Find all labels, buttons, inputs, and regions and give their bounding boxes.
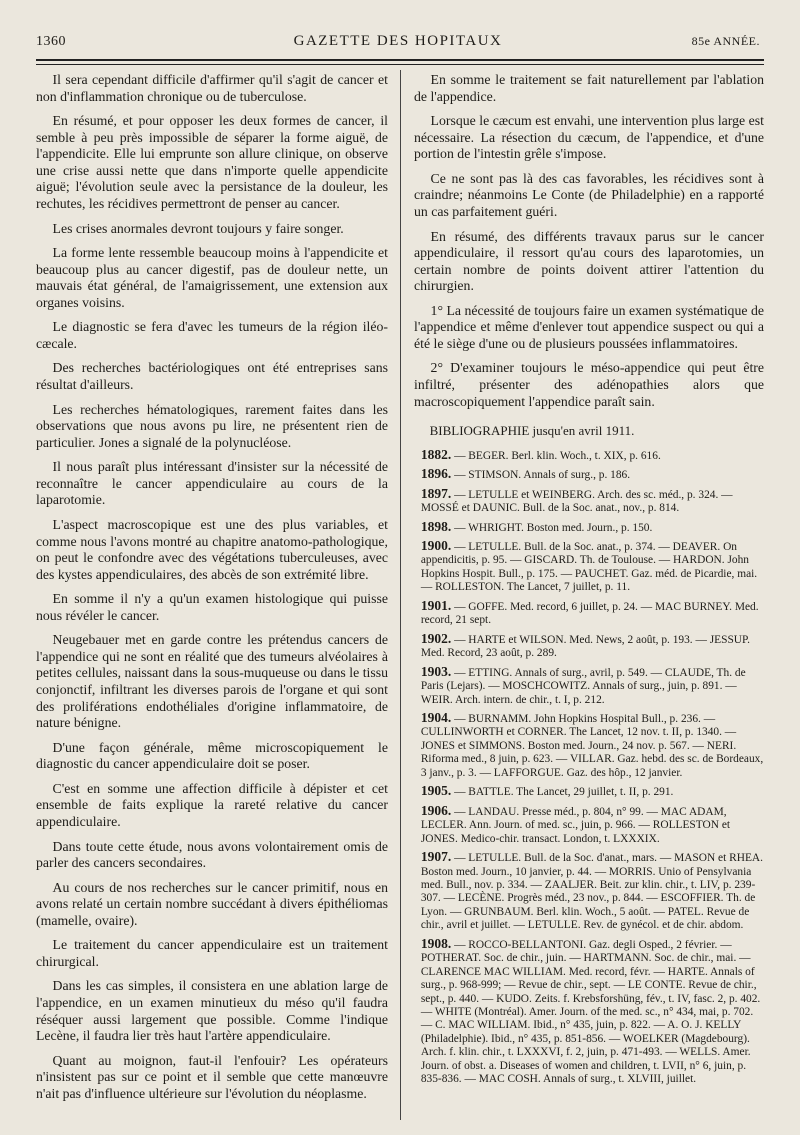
right-column [414, 72, 764, 1091]
paragraph: Il nous paraît plus intéressant d'insister sur la nécessité de reconnaître le cancer appendiculaire au cours de la laparotomie. [36, 459, 388, 508]
bibliography-entry [414, 539, 764, 595]
bibliography-entry [414, 520, 764, 535]
paragraph: Des recherches bactériologiques ont été entreprises sans résultat d'ailleurs. [36, 360, 388, 392]
paragraph: Il sera cependant difficile d'affirmer qu'il s'agit de cancer et non d'inflammation chronique ou de tuberculose. [36, 72, 388, 104]
bibliography-entry [414, 487, 764, 516]
paragraph: C'est en somme une affection difficile à dépister et cet ensemble de faits explique la rareté relative du cancer appendiculaire. [36, 780, 388, 829]
right-paragraphs [414, 72, 764, 410]
paragraph: En somme il n'y a qu'un examen histologique qui puisse nous révéler le cancer. [36, 591, 388, 623]
bibliography-entry [414, 448, 764, 463]
paragraph: Dans toute cette étude, nous avons volontairement omis de parler des cancers secondaires. [36, 838, 388, 871]
bibliography-entry [414, 850, 764, 933]
entry-year: 1908. [420, 935, 452, 951]
bibliography-entry [414, 937, 764, 1087]
paragraph: La forme lente ressemble beaucoup moins à l'appendicite et beaucoup plus au cancer digestif, pas de douleur nette, un mauvais état général, de l'amaigrissement, une extension aux organes voisins. [36, 245, 388, 310]
header-rule [36, 59, 764, 61]
entry-text: — LETULLE. Bull. de la Soc. d'anat., mars. — MASON et RHEA. Boston med. Journ., 10 janvier, p. 44. — MORRIS. Unio of Pensylvania med. Bull., nov. p. 334. — ZAALJER. Beit. zur klin. chir., t. LIV, p. 239-307. — LECÈNE. Progrès méd., 23 nov., p. 844. — ESCOFFIER. Th. de Lyon. — GRUNBAUM. Berl. klin. Woch., 5 août. — PATEL. Revue de chir., avril et juillet. — LETULLE. Rev. de gynécol. et de chir. abdom. [420, 852, 763, 932]
paragraph: Le traitement du cancer appendiculaire est un traitement chirurgical. [36, 937, 388, 969]
paragraph: Le diagnostic se fera d'avec les tumeurs de la région iléo-cæcale. [36, 319, 388, 351]
entry-text: — BURNAMM. John Hopkins Hospital Bull., p. 236. — CULLINWORTH et CORNER. The Lancet, 12 nov. t. II, p. 1340. — JONES et SIMMONS. Boston med. Journ., 24 nov. p. 567. — NERI. Riforma med., 8 juin, p. 623. — VILLAR. Gaz. hebd. des sc. de Bordeaux, 3 janv., p. 3. — LAFFORGUE. Gaz. des hôp., 12 janvier. [420, 712, 764, 779]
entry-year: 1896. [420, 466, 452, 482]
paragraph: Ce ne sont pas là des cas favorables, les récidives sont à craindre; néanmoins Le Conte (de Philadelphie) en a rapporté un cas parfaitement guéri. [414, 170, 764, 219]
paragraph: Lorsque le cæcum est envahi, une intervention plus large est nécessaire. La résection du cæcum, de l'appendice, et d'une portion de l'intestin grêle s'impose. [414, 113, 764, 162]
paragraph: Au cours de nos recherches sur le cancer primitif, nous en avons relaté un certain nombre succédant à divers épithéliomas (mamelle, ovaire). [36, 879, 388, 928]
bibliography-entry [414, 599, 764, 628]
entry-year: 1907. [420, 849, 452, 865]
paragraph: En résumé, des différents travaux parus sur le cancer appendiculaire, il ressort qu'au cours des laparotomies, un certain nombre de points doivent attirer l'attention du chirurgien. [414, 228, 764, 294]
entry-text: — GOFFE. Med. record, 6 juillet, p. 24. — MAC BURNEY. Med. record, 21 sept. [420, 600, 759, 627]
paragraph: L'aspect macroscopique est une des plus variables, et comme nous l'avons montré au chapitre anatomo-pathologique, on peut le confondre avec des végétations tuberculeuses, avec des kystes appendiculaires, des abcès de son extrémité libre. [36, 516, 388, 582]
entry-year: 1906. [420, 802, 452, 818]
left-column [36, 72, 388, 1102]
entry-text: — WHRIGHT. Boston med. Journ., p. 150. [454, 521, 653, 534]
bibliography-entry [414, 467, 764, 482]
paragraph: En résumé, et pour opposer les deux formes de cancer, il semble à peu près impossible de séparer la forme aiguë, de l'appendicite. Elle lui emprunte son allure clinique, on observe une crise aussi nette que dans n'importe quelle appendicite aiguë; l'évolution seule avec la persistance de la douleur, les rechutes, les récidives permettront de penser au cancer. [36, 113, 388, 211]
bibliography-title: BIBLIOGRAPHIE jusqu'en avril 1911. [429, 423, 635, 439]
paragraph: Les crises anormales devront toujours y faire songer. [52, 220, 344, 236]
entry-text: — LETULLE et WEINBERG. Arch. des sc. méd., p. 324. — MOSSÉ et DAUNIC. Bull. de la Soc. anat., nov., p. 814. [420, 488, 733, 515]
header-rule-thin [36, 64, 764, 65]
entry-text: — LETULLE. Bull. de la Soc. anat., p. 374. — DEAVER. On appendicitis, p. 95. — GISCARD. Th. de Toulouse. — HARDON. John Hopkins Hospit. Bull., p. 175. — PAUCHET. Gaz. méd. de Picardie, mai. — ROLLESTON. The Lancet, 7 juillet, p. 11. [420, 540, 758, 594]
bibliography-entry [414, 784, 764, 799]
bibliography-list [414, 448, 764, 1087]
entry-text: — BEGER. Berl. klin. Woch., t. XIX, p. 616. [454, 449, 661, 462]
bibliography-entry [414, 804, 764, 846]
column-divider [400, 70, 401, 1120]
paragraph: Dans les cas simples, il consistera en une ablation large de l'appendice, en un examen minutieux du méso qu'il faudra réséquer aussi largement que possible. Comme l'indique Lecène, il faudra lier très haut l'artère appendiculaire. [36, 978, 388, 1044]
entry-text: — ETTING. Annals of surg., avril, p. 549. — CLAUDE, Th. de Paris (Lejars). — MOSCHCOWITZ. Annals of surg., juin, p. 891. — WEIR. Arch. intern. de chir., t. I, p. 212. [420, 666, 746, 706]
paragraph: 2° D'examiner toujours le méso-appendice qui peut être infiltré, présenter des adénopathies alors que macroscopiquement l'appendice paraît sain. [414, 360, 764, 409]
entry-year: 1898. [420, 518, 452, 534]
paragraph: En somme le traitement se fait naturellement par l'ablation de l'appendice. [414, 72, 764, 104]
bibliography-entry [414, 665, 764, 707]
paragraph: Quant au moignon, faut-il l'enfouir? Les opérateurs n'insistent pas sur ce point et il semble que cette manœuvre n'ait pas d'influence ultérieure sur l'évolution du néoplasme. [36, 1052, 388, 1101]
journal-title: GAZETTE DES HOPITAUX [293, 33, 503, 49]
bibliography-entry [414, 711, 764, 780]
paragraph: Neugebauer met en garde contre les prétendus cancers de l'appendice qui ne sont en réalité que des tumeurs alvéolaires à petites cellules, naissant dans la sous-muqueuse ou dans le tissu conjonctif, infiltrant les diverses parois de l'organe et qui sont des proliférations endothéliales d'origine inflammatoire, de nature bénigne. [36, 632, 388, 731]
entry-year: 1897. [420, 485, 452, 501]
entry-year: 1902. [420, 630, 452, 646]
entry-text: — HARTE et WILSON. Med. News, 2 août, p. 193. — JESSUP. Med. Record, 23 août, p. 289. [420, 633, 750, 660]
entry-year: 1882. [420, 446, 452, 462]
entry-text: — LANDAU. Presse méd., p. 804, n° 99. — MAC ADAM, LECLER. Ann. Journ. of med. sc., juin, p. 966. — ROLLESTON et JONES. Medico-chir. transact. London, t. LXXXIX. [420, 805, 731, 845]
entry-text: — ROCCO-BELLANTONI. Gaz. degli Osped., 2 février. — POTHERAT. Soc. de chir., juin. — HARTMANN. Soc. de chir., mai. — CLARENCE MAC WILLIAM. Med. record, févr. — HARTE. Annals of surg., p. 968-999; — Revue de chir., sept. — LE CONTE. Revue de chir., sept., p. 440. — KUDO. Zeits. f. Krebsforshüng, fév., t. IV, fasc. 2, p. 402. — WHITE (Montréal). Amer. Journ. of the med. sc., n° 434, mai, p. 702. — C. MAC WILLIAM. Ibid., n° 435, juin, p. 822. — A. O. J. KELLY (Philadelphie). Ibid., n° 435, p. 851-856. — WOELKER (Magdebourg). Arch. f. klin. chir., t. LXXXVI, f. 2, juin, p. 471-493. — WELLS. Amer. Journ. of obst. a. Diseases of women and children, t. LVII, n° 6, juin, p. 835-836. — MAC COSH. Annals of surg., t. XLVIII, juillet. [420, 938, 761, 1086]
entry-year: 1903. [420, 663, 452, 679]
page-number: 1360 [36, 34, 66, 49]
entry-year: 1901. [420, 597, 452, 613]
entry-text: — BATTLE. The Lancet, 29 juillet, t. II, p. 291. [454, 786, 674, 799]
bibliography-entry [414, 632, 764, 661]
paragraph: D'une façon générale, même microscopiquement le diagnostic du cancer appendiculaire doit se poser. [36, 739, 388, 772]
page-header [36, 30, 760, 52]
entry-year: 1900. [420, 537, 452, 553]
paragraph: Les recherches hématologiques, rarement faites dans les observations que nous avons pu lire, ne présentent rien de particulier. Jones a signalé de la polynucléose. [36, 401, 388, 450]
entry-year: 1905. [420, 783, 452, 799]
paragraph: 1° La nécessité de toujours faire un examen systématique de l'appendice et même d'enlever tout appendice suspect ou qui a été le siège d'une ou de plusieurs poussées inflammatoires. [414, 302, 764, 351]
volume-year: 85e ANNÉE. [691, 34, 760, 48]
entry-year: 1904. [420, 709, 452, 725]
entry-text: — STIMSON. Annals of surg., p. 186. [454, 469, 631, 482]
